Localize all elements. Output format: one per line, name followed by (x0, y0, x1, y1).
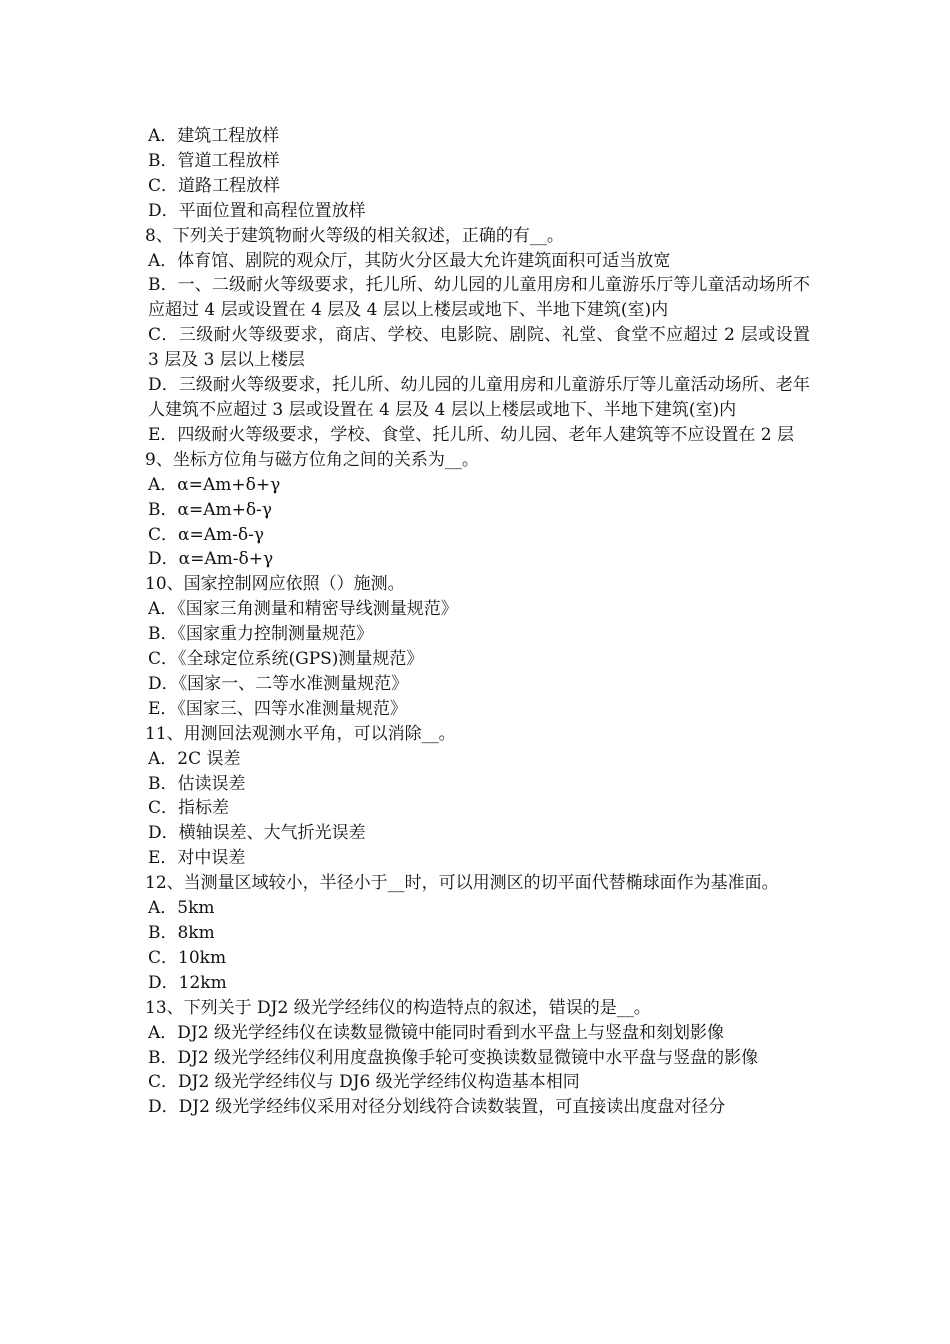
option-line: B．一、二级耐火等级要求，托儿所、幼儿园的儿童用房和儿童游乐厅等儿童活动场所不应超过 4 层或设置在 4 层及 4 层以上楼层或地下、半地下建筑(室)内 (148, 275, 810, 321)
option-line: D．DJ2 级光学经纬仪采用对径分划线符合读数装置，可直接读出度盘对径分 (148, 1097, 726, 1118)
option-line: E．《国家三、四等水准测量规范》 (148, 698, 407, 719)
option-line: B．DJ2 级光学经纬仪利用度盘换像手轮可变换读数显微镜中水平盘与竖盘的影像 (148, 1047, 759, 1068)
option-line: B．8km (148, 923, 215, 943)
question-line: 10、国家控制网应依照（）施测。 (145, 574, 405, 595)
question-line: 11、用测回法观测水平角，可以消除__。 (145, 723, 456, 744)
option-line: C．《全球定位系统(GPS)测量规范》 (148, 649, 424, 670)
option-line: B．估读误差 (148, 773, 246, 794)
question-line: 8、下列关于建筑物耐火等级的相关叙述，正确的有__。 (145, 225, 564, 246)
option-line: A．2C 误差 (148, 748, 241, 769)
option-line: B．《国家重力控制测量规范》 (148, 624, 373, 645)
question-text-body (145, 124, 810, 1120)
option-line: A．建筑工程放样 (148, 126, 280, 146)
option-line: A．DJ2 级光学经纬仪在读数显微镜中能同时看到水平盘上与竖盘和刻划影像 (148, 1022, 724, 1043)
option-line: C．指标差 (148, 798, 230, 819)
option-line: D．《国家一、二等水准测量规范》 (148, 673, 409, 694)
option-line: D．横轴误差、大气折光误差 (148, 823, 366, 844)
option-line: C．α=Am-δ-γ (148, 524, 265, 545)
option-line: C．道路工程放样 (148, 175, 281, 196)
question-line: 9、坐标方位角与磁方位角之间的关系为__。 (145, 449, 479, 470)
option-line: A．体育馆、剧院的观众厅，其防火分区最大允许建筑面积可适当放宽 (148, 250, 671, 271)
option-line: D．α=Am-δ+γ (148, 549, 274, 570)
question-line: 12、当测量区域较小，半径小于__时，可以用测区的切平面代替椭球面作为基准面。 (145, 873, 779, 894)
option-line: A．《国家三角测量和精密导线测量规范》 (148, 599, 458, 620)
option-line: B．管道工程放样 (148, 150, 280, 171)
option-line: C．10km (148, 947, 227, 968)
option-line: A．5km (148, 898, 215, 919)
option-line: D．三级耐火等级要求，托儿所、幼儿园的儿童用房和儿童游乐厅等儿童活动场所、老年人建筑不应超过 3 层或设置在 4 层及 4 层以上楼层或地下、半地下建筑(室)内 (148, 375, 810, 420)
option-line: D．12km (148, 972, 227, 993)
option-line: D．平面位置和高程位置放样 (148, 200, 366, 221)
option-line: B．α=Am+δ-γ (148, 499, 272, 520)
option-line: E．对中误差 (148, 848, 246, 869)
option-line: E．四级耐火等级要求，学校、食堂、托儿所、幼儿园、老年人建筑等不应设置在 2 层 (148, 424, 795, 445)
option-line: C．DJ2 级光学经纬仪与 DJ6 级光学经纬仪构造基本相同 (148, 1072, 580, 1093)
question-line: 13、下列关于 DJ2 级光学经纬仪的构造特点的叙述，错误的是__。 (145, 997, 651, 1018)
option-line: C．三级耐火等级要求，商店、学校、电影院、剧院、礼堂、食堂不应超过 2 层或设置 3 层及 3 层以上楼层 (148, 325, 810, 371)
option-line: A．α=Am+δ+γ (148, 474, 281, 495)
